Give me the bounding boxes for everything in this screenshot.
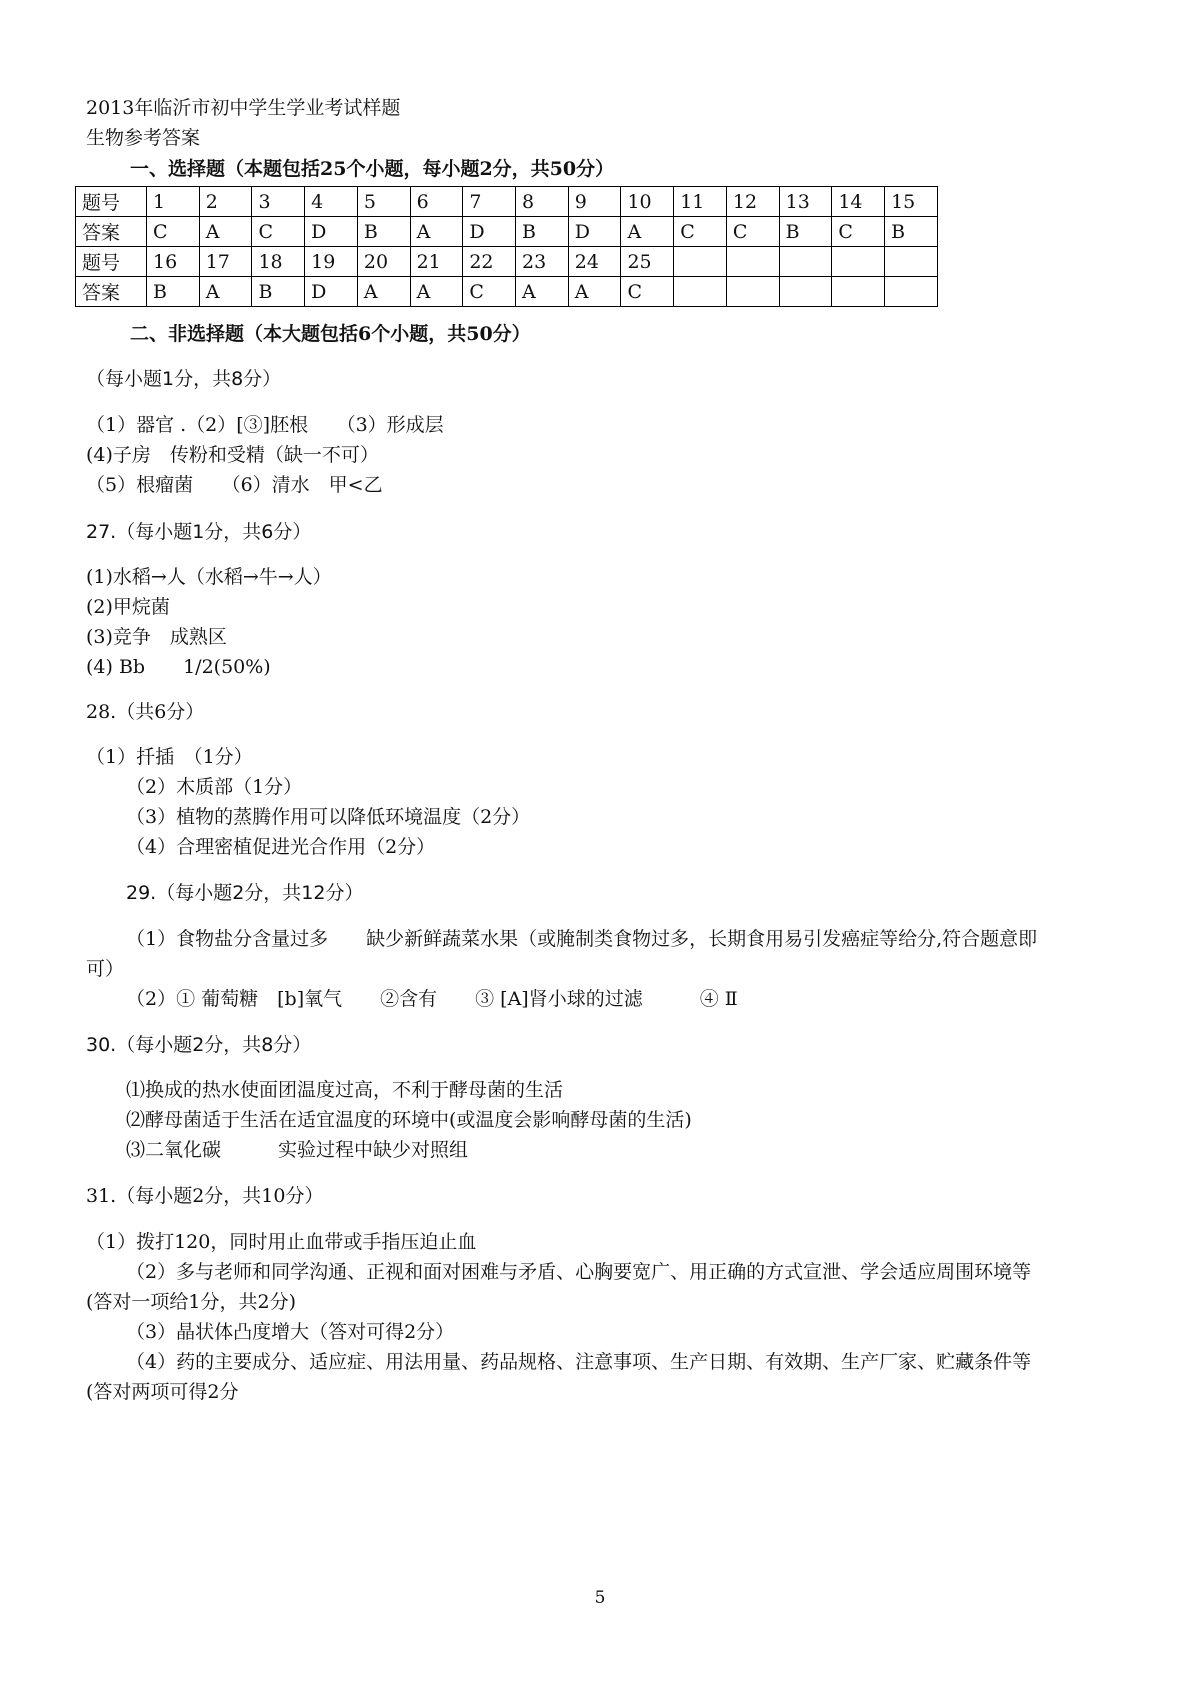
table-cell: 6 [410,187,463,217]
q30-line-3: ⑶二氧化碳 实验过程中缺少对照组 [126,1139,469,1161]
table-cell: A [516,277,569,307]
document-title: 2013年临沂市初中学生学业考试样题 [86,97,401,119]
table-cell: 15 [885,187,938,217]
table-cell [726,247,779,277]
table-cell: 18 [252,247,305,277]
table-cell: C [621,277,674,307]
table-cell: 13 [779,187,832,217]
q26-line-1: （1）器官 .（2）[③]胚根 （3）形成层 [86,414,444,436]
q28-line-2: （2）木质部（1分） [126,776,303,798]
q26-line-2: (4)子房 传粉和受精（缺一不可） [86,444,379,466]
q29-line-3: （2）① 葡萄糖 [b]氧气 ②含有 ③ [A]肾小球的过滤 ④ Ⅱ [126,988,738,1010]
table-cell [726,277,779,307]
row-header-cell: 答案 [76,217,147,247]
table-cell: 23 [516,247,569,277]
table-cell: A [568,277,621,307]
table-cell: 11 [674,187,727,217]
q27-line-2: (2)甲烷菌 [86,596,170,618]
table-cell: 14 [832,187,885,217]
table-cell: C [463,277,516,307]
q31-line-3: (答对一项给1分，共2分) [86,1291,297,1313]
table-cell: A [199,277,252,307]
table-cell: A [621,217,674,247]
q27-line-3: (3)竞争 成熟区 [86,626,227,648]
q30-line-1: ⑴换成的热水使面团温度过高，不利于酵母菌的生活 [126,1079,564,1101]
q30-heading: 30.（每小题2分，共8分） [86,1034,312,1056]
answer-table [75,186,938,307]
q31-line-6: (答对两项可得2分 [86,1381,239,1403]
q31-line-2: （2）多与老师和同学沟通、正视和面对困难与矛盾、心胸要宽广、用正确的方式宣泄、学会适应周围环境等 [126,1261,1032,1283]
table-cell: 19 [305,247,358,277]
table-cell: 3 [252,187,305,217]
document-subtitle: 生物参考答案 [86,127,201,149]
table-cell: B [357,217,410,247]
table-cell: 20 [357,247,410,277]
table-cell: 5 [357,187,410,217]
table-cell [885,247,938,277]
table-cell: D [305,217,358,247]
table-cell: C [832,217,885,247]
table-cell: B [885,217,938,247]
table-cell: B [252,277,305,307]
table-cell [674,277,727,307]
q30-line-2: ⑵酵母菌适于生活在适宜温度的环境中(或温度会影响酵母菌的生活) [126,1109,692,1131]
q28-line-1: （1）扦插 （1分） [86,746,253,768]
table-row [76,217,938,247]
table-cell: 12 [726,187,779,217]
table-cell: 21 [410,247,463,277]
q31-line-4: （3）晶状体凸度增大（答对可得2分） [126,1321,455,1343]
table-cell: 1 [147,187,200,217]
q29-heading: 29.（每小题2分，共12分） [126,882,364,904]
table-cell [832,247,885,277]
table-cell: 7 [463,187,516,217]
q31-heading: 31.（每小题2分，共10分） [86,1185,324,1207]
table-cell [832,277,885,307]
table-cell: 24 [568,247,621,277]
q26-heading: （每小题1分，共8分） [86,368,282,390]
table-cell: 8 [516,187,569,217]
table-cell: C [147,217,200,247]
table-cell: D [568,217,621,247]
table-cell: 22 [463,247,516,277]
table-cell: 4 [305,187,358,217]
table-cell: 10 [621,187,674,217]
table-cell: A [410,217,463,247]
table-cell: 17 [199,247,252,277]
table-cell: D [305,277,358,307]
table-cell: C [674,217,727,247]
q31-line-5: （4）药的主要成分、适应症、用法用量、药品规格、注意事项、生产日期、有效期、生产厂家、贮藏条件等 [126,1351,1032,1373]
q28-line-3: （3）植物的蒸腾作用可以降低环境温度（2分） [126,806,531,828]
table-cell: C [726,217,779,247]
q27-line-1: (1)水稻→人（水稻→牛→人） [86,566,332,588]
q29-line-1: （1）食物盐分含量过多 缺少新鲜蔬菜水果（或腌制类食物过多，长期食用易引发癌症等给分,符合题意即 [126,928,1038,950]
table-cell: 9 [568,187,621,217]
table-cell: C [252,217,305,247]
q28-heading: 28.（共6分） [86,701,205,723]
table-cell: A [357,277,410,307]
table-cell [674,247,727,277]
row-header-cell: 题号 [76,247,147,277]
table-cell: B [779,217,832,247]
table-cell [779,277,832,307]
table-cell: A [199,217,252,247]
table-row [76,187,938,217]
q27-line-4: (4) Bb 1/2(50%) [86,656,271,678]
row-header-cell: 题号 [76,187,147,217]
table-cell: 25 [621,247,674,277]
table-cell [885,277,938,307]
table-row [76,247,938,277]
table-cell: 2 [199,187,252,217]
section1-heading: 一、选择题（本题包括25个小题，每小题2分，共50分） [130,158,615,180]
page-number: 5 [594,1588,606,1608]
table-cell: A [410,277,463,307]
table-row [76,277,938,307]
q26-line-3: （5）根瘤菌 （6）清水 甲<乙 [86,474,383,496]
row-header-cell: 答案 [76,277,147,307]
q31-line-1: （1）拨打120，同时用止血带或手指压迫止血 [86,1231,477,1253]
table-cell: D [463,217,516,247]
table-cell: B [516,217,569,247]
table-cell: 16 [147,247,200,277]
table-cell: B [147,277,200,307]
q29-line-2: 可） [86,958,125,980]
q27-heading: 27.（每小题1分，共6分） [86,521,312,543]
table-cell [779,247,832,277]
q28-line-4: （4）合理密植促进光合作用（2分） [126,836,436,858]
section2-heading: 二、非选择题（本大题包括6个小题，共50分） [130,323,531,345]
